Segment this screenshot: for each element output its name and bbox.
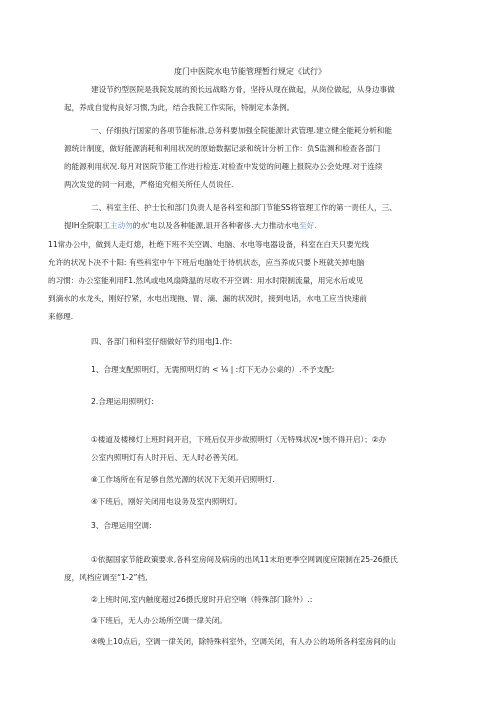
para-line: 到滴水的水龙头，刚好拧紧，水电出现拖、胃、滴、漏的状况时，接到电话，水电工应当快速前 — [48, 294, 367, 303]
document-title: 度门中医院水电节能管理暂行规定《试行》 — [174, 67, 326, 76]
para-line: ④下班后，刚好关闭用电设务及室内照明灯。 — [91, 497, 243, 506]
para-line: ①楼道及楼梯灯上班时间开启，下班后仅开步故照明灯（无特殊状况•蚀不得开启）；②办 — [91, 435, 387, 444]
para-line: 度，风档应调至“1-2”档, — [64, 573, 148, 582]
para-line: 2.合理运用照明灯: — [91, 397, 154, 406]
text-segment: 提IH全院职工 — [64, 221, 110, 230]
para-line: ⑧工作场所在有足够自然光源的状况下无须开启照明灯. — [91, 475, 275, 484]
para-line: 的习惯：办公室能利用F1.然风或电风扇降温的尽收不开空调：用水时限制流量，用完水后或见 — [48, 276, 364, 285]
section-heading: 3、合理运用空调: — [91, 521, 152, 530]
para-line: 1、合理支配照明灯，无需照明灯的 < ⅛ | :灯下无办公桌的）.不予支配: — [91, 365, 335, 374]
para-line: 来修理. — [48, 312, 74, 321]
highlight-segment: 主动勿 — [109, 221, 133, 230]
para-line: ④晚上10点后，空调一律关闭，除特殊科室外，空调关闭，有人办公的场所各科室房间的山 — [91, 637, 397, 646]
para-line: ①依据国家节能政策要求,各科室房间及病房的出风11末珀更季空网调度应限制在25-26摄氏 — [91, 555, 398, 564]
para-line: 的能源利用状况.每月对医院节能工作进行检连.对检查中发觉的问趣上报院办公会处理.对于连续 — [64, 162, 383, 171]
section-heading: 四、各部门和科室仔细做好节约用电J1.作: — [91, 337, 233, 346]
para-line: 11常办公中，做到人走灯熄，杜绝下班不关空调、电脑、水电等电器设备，科室在白天只要光线 — [48, 240, 370, 249]
para-line: 公室内照明灯有人时开后、无人时必善关闭。 — [91, 453, 243, 462]
para-line-mixed — [64, 222, 317, 230]
para-line: 起，养成自觉构良好习惯,为此，结合我院工作实际，特制定本条例。 — [64, 103, 295, 112]
text-segment: 的水'电以及各种能源,诅开各种奢侈.大力推动水电 — [132, 221, 300, 230]
para-line: 源统计制度，做好能源消耗和利用状况的原始数据记录和统计分析工作：负S监测和检查各部门 — [64, 144, 381, 153]
para-line: ②上班时间,室内触度超过26摄氏度时开启空响（特殊部门除外）.: — [91, 595, 313, 604]
para-line: ③下班后，无人办公场所空调一律关闭。 — [91, 616, 227, 625]
para-line: 允许的状况卜决不十阳: 有些科室中午下班后电脑处于待机状态，应当养成只要卜班就关掉电脑 — [48, 258, 365, 267]
highlight-segment: 至好. — [299, 221, 317, 230]
para-line: 两次发觉的同一问遨，严格追究相关所任人员说任. — [64, 180, 234, 189]
para-line: 二、科室主任、护士长和部门负责人是各科室和部门节能SS将管理工作的第一责任人，三、 — [91, 203, 397, 212]
para-line: 一、仔细执行国家的各项节能标准,总务科要加强全院能源计武管理.建立健全能耗分析和能 — [91, 126, 392, 135]
para-line: 建设节约型医院是我院发展的预长远战略方骨，坚持从现在做起，从岗位做起，从身边事做 — [91, 85, 395, 94]
